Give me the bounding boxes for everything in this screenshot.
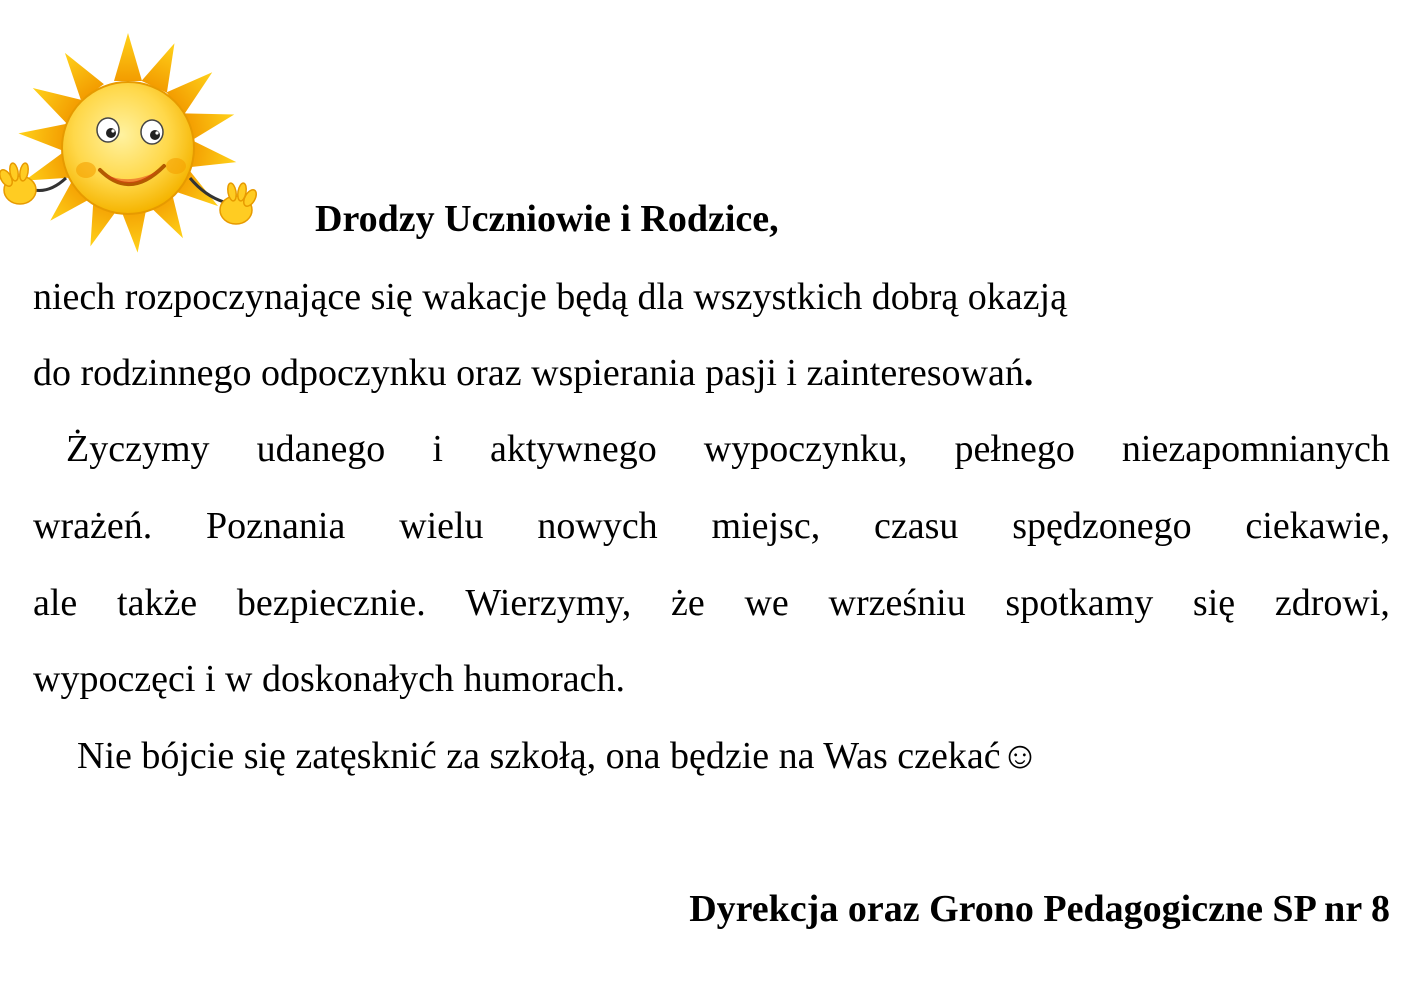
wish-word: we: [744, 582, 789, 624]
intro-line-1: niech rozpoczynające się wakacje będą dla wszystkich dobrą okazją: [33, 276, 1067, 318]
wish-word: zdrowi,: [1274, 582, 1390, 624]
intro-line-2-text: do rodzinnego odpoczynku oraz wspierania pasji i zainteresowań: [33, 352, 1024, 394]
wish-word: spotkamy: [1005, 582, 1154, 624]
wish-word: miejsc,: [711, 505, 821, 547]
wish-word: się: [1192, 582, 1236, 624]
wish-word: ciekawie,: [1245, 505, 1390, 547]
wish-word: aktywnego: [490, 428, 657, 470]
signature: Dyrekcja oraz Grono Pedagogiczne SP nr 8: [689, 888, 1390, 930]
wish-word: Wierzymy,: [465, 582, 632, 624]
wish-word: Poznania: [206, 505, 346, 547]
wish-word: niezapomnianych: [1121, 428, 1390, 470]
wish-word: bezpiecznie.: [236, 582, 426, 624]
greeting-heading: Drodzy Uczniowie i Rodzice,: [315, 198, 779, 240]
wish-word: ale: [33, 582, 78, 624]
wish-word: spędzonego: [1012, 505, 1192, 547]
closing-line: Nie bójcie się zatęsknić za szkołą, ona będzie na Was czekać☺: [77, 735, 1040, 777]
wish-word: czasu: [874, 505, 959, 547]
wish-word: wypoczynku,: [703, 428, 908, 470]
wish-word: wrażeń.: [33, 505, 153, 547]
wish-word: i: [432, 428, 443, 470]
wishes-line-3: [33, 578, 1390, 628]
wish-word: udanego: [256, 428, 386, 470]
wish-word: wielu: [399, 505, 484, 547]
wish-word: nowych: [537, 505, 658, 547]
smiling-sun-icon: [0, 18, 262, 258]
wish-word: Życzymy: [66, 428, 210, 470]
intro-line-2: [33, 348, 1033, 398]
intro-line-2-end: .: [1023, 352, 1034, 394]
wish-word: pełnego: [954, 428, 1075, 470]
wishes-line-2: [33, 501, 1390, 551]
wish-word: wrześniu: [828, 582, 966, 624]
wish-word: także: [117, 582, 198, 624]
wish-word: że: [671, 582, 705, 624]
wishes-line-1: [66, 424, 1390, 474]
wishes-line-4: wypoczęci i w doskonałych humorach.: [33, 658, 625, 700]
